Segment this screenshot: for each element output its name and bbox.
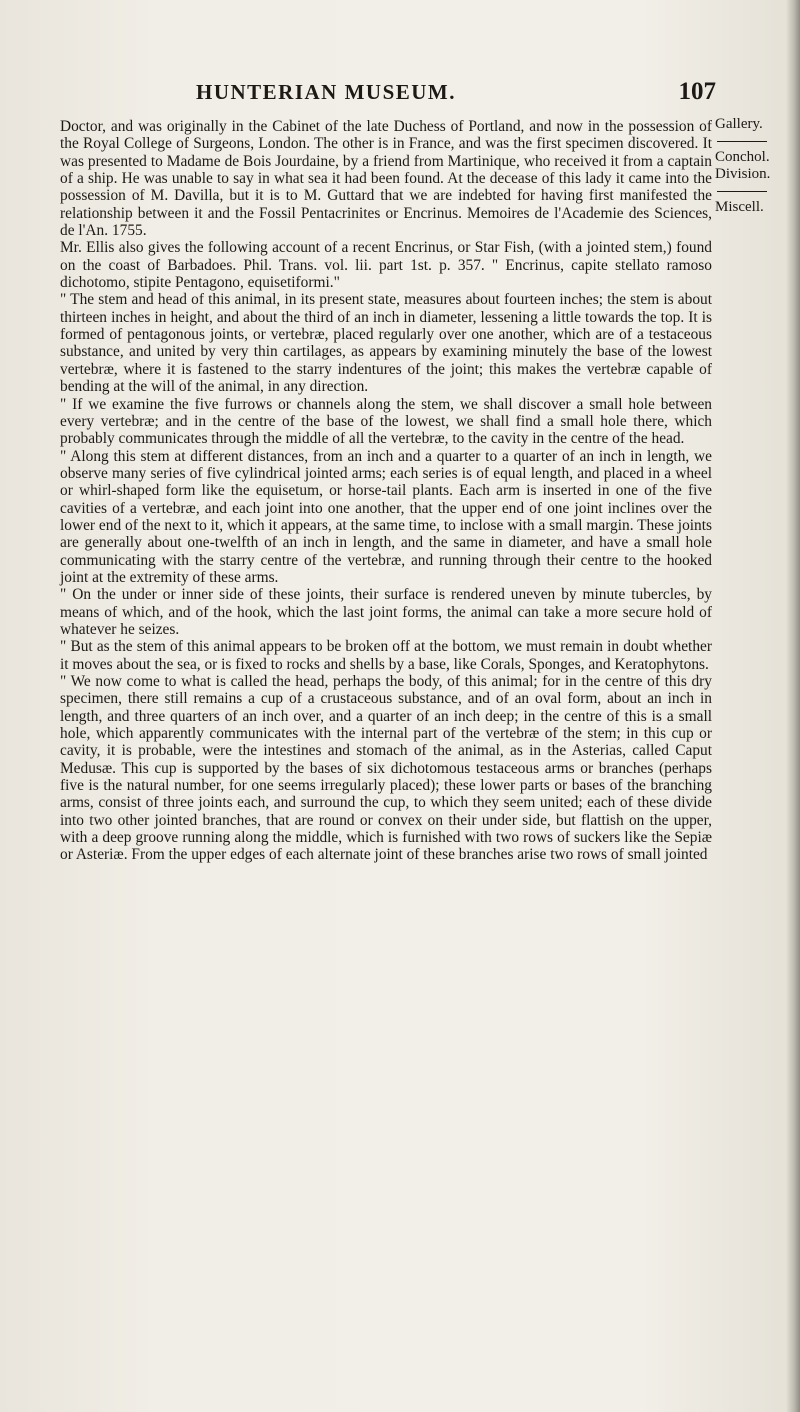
paragraph: " Along this stem at different distances, from an inch and a quarter to a quarter of an inch in length, we observe many series of five cylindrical jointed arms; each series is of equal length, and placed in a wheel or whirl-shaped form like the equisetum, or horse-tail plants. Each arm is inserted in one of the five cavities of a vertebræ, and each joint into one another, that the upper end of one joint inclines over the lower end of the next to it, which it appears, at the same time, to inclose with a small margin. These joints are generally about one-twelfth of an inch in length, and the same in diameter, and have a small hole communicating with the starry centre of the vertebræ, and running through their centre to the hooked joint at the extremity of these arms. — [60, 447, 712, 586]
paragraph: " If we examine the five furrows or channels along the stem, we shall discover a small hole between every vertebræ; and in the centre of the base of the lowest, we shall find a small hole there, which probably communicates through the middle of all the vertebræ, to the cavity in the centre of the head. — [60, 395, 712, 448]
paragraph: " But as the stem of this animal appears to be broken off at the bottom, we must remain in doubt whether it moves about the sea, or is fixed to rocks and shells by a base, like Corals, Sponges, and Keratophytons. — [60, 638, 712, 673]
margin-note-division: Division. — [715, 166, 771, 182]
margin-note-conchol: Conchol. — [715, 149, 770, 165]
paragraph: " We now come to what is called the head, perhaps the body, of this animal; for in the centre of this dry specimen, there still remains a cup of a crustaceous substance, and of an oval form, about an inch in length, and three quarters of an inch over, and a quarter of an inch deep; in the centre of this is a small hole, which apparently communicates with the internal part of the vertebræ of the stem; in this cup or cavity, it is probable, were the intestines and stomach of the animal, as in the Asterias, called Caput Medusæ. This cup is supported by the bases of six dichotomous testaceous arms or branches (perhaps five is the natural number, for one seems irregularly placed); these lower parts or bases of the branching arms, consist of three joints each, and surround the cup, to which they seem united; each of these divide into two other jointed branches, that are round or convex on their under side, but flattish on the upper, with a deep groove running along the middle, which is furnished with two rows of suckers like the Sepiæ or Asteriæ. From the upper edges of each alternate joint of these branches arise two rows of small jointed — [60, 673, 712, 864]
margin-note-miscell: Miscell. — [715, 199, 764, 215]
paragraph: Mr. Ellis also gives the following account of a recent Encrinus, or Star Fish, (with a jointed stem,) found on the coast of Barbadoes. Phil. Trans. vol. lii. part 1st. p. 357. " Encrinus, capite stellato ramoso dichotomo, stipite Pentagono, equisetiformi." — [60, 239, 712, 292]
page-number: 107 — [678, 78, 716, 105]
margin-note-gallery: Gallery. — [715, 116, 763, 132]
body-text — [60, 118, 712, 864]
paragraph: Doctor, and was originally in the Cabinet of the late Duchess of Portland, and now in the possession of the Royal College of Surgeons, London. The other is in France, and was the first specimen discovered. It was presented to Madame de Bois Jourdaine, by a friend from Martinique, who received it from a captain of a ship. He was unable to say in what sea it had been found. At the decease of this lady it came into the possession of M. Davilla, but it is to M. Guttard that we are indebted for having first manifested the relationship between it and the Fossil Pentacrinites or Encrinus. Memoires de l'Academie des Sciences, de l'An. 1755. — [60, 118, 712, 240]
paragraph: " On the under or inner side of these joints, their surface is rendered uneven by minute tubercles, by means of which, and of the hook, which the last joint forms, the animal can take a more secure hold of whatever he seizes. — [60, 586, 712, 638]
running-head: HUNTERIAN MUSEUM. — [196, 80, 457, 104]
page-header — [196, 78, 716, 106]
margin-rule — [717, 191, 767, 192]
margin-rule — [717, 141, 767, 142]
margin-notes — [715, 116, 795, 216]
paragraph: " The stem and head of this animal, in its present state, measures about fourteen inches; the stem is about thirteen inches in height, and about the third of an inch in diameter, lessening a little towards the top. It is formed of pentagonous joints, or vertebræ, placed regularly over one another, which are of a testaceous substance, and united by very thin cartilages, as appears by examining minutely the base of the lowest vertebræ, where it is fastened to the starry indentures of the joint; this makes the vertebræ capable of bending at the will of the animal, in any direction. — [60, 291, 712, 396]
